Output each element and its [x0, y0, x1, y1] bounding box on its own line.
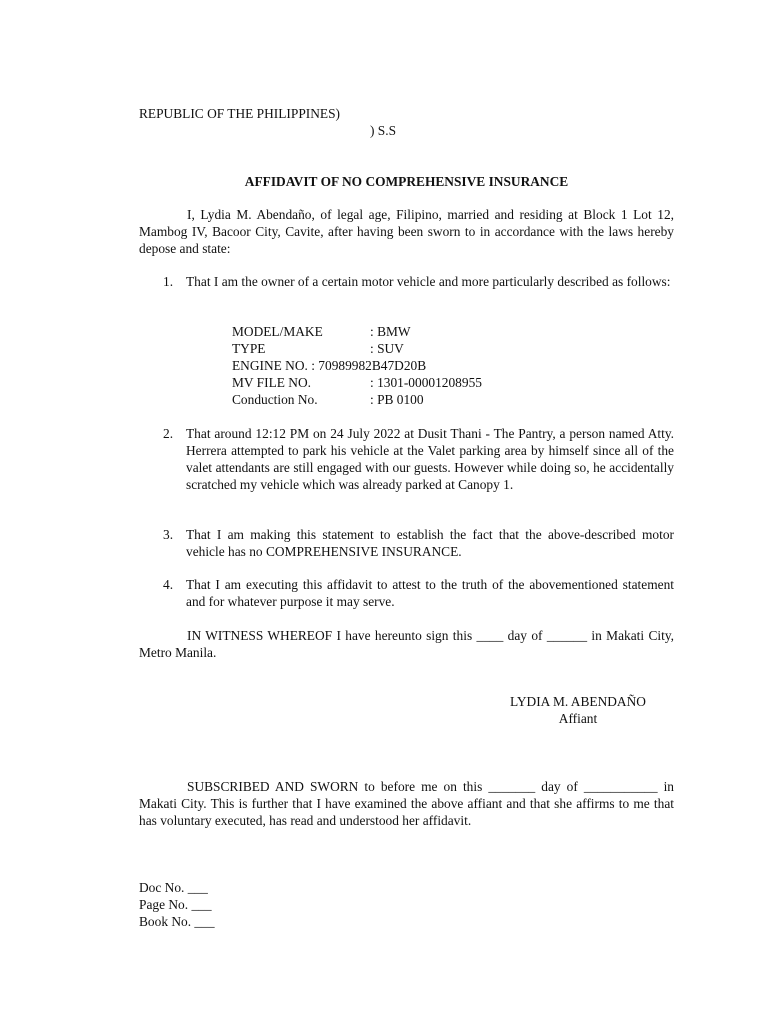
doc-number: Doc No. ___ — [139, 880, 208, 895]
spec-value: : PB 0100 — [370, 392, 424, 407]
list-text: That I am making this statement to establish the fact that the above-described motor vehicle has no COMPREHENSIVE INSURANCE. — [186, 527, 674, 559]
spec-value: 70989982B47D20B — [318, 358, 427, 373]
list-text: That I am the owner of a certain motor vehicle and more particularly described as follows: — [186, 274, 671, 289]
witness-paragraph: IN WITNESS WHEREOF I have hereunto sign this ____ day of ______ in Makati City, Metro Manila. — [139, 628, 674, 660]
spec-label-with-value — [232, 357, 426, 374]
affiant-role: Affiant — [558, 711, 598, 726]
republic-header: REPUBLIC OF THE PHILIPPINES) — [139, 106, 341, 121]
spec-value: : BMW — [370, 324, 411, 339]
book-number: Book No. ___ — [139, 914, 215, 929]
spec-row-engine — [232, 357, 532, 374]
document-title: AFFIDAVIT OF NO COMPREHENSIVE INSURANCE — [244, 174, 569, 189]
spec-label: TYPE — [232, 341, 266, 356]
spec-row-mvfile — [232, 374, 532, 391]
spec-label: Conduction No. — [232, 392, 318, 407]
spec-value: : SUV — [370, 341, 404, 356]
affiant-name: LYDIA M. ABENDAÑO — [510, 694, 646, 709]
spec-label: MODEL/MAKE — [232, 324, 323, 339]
spec-value: : 1301-00001208955 — [370, 375, 482, 390]
spec-row-type — [232, 340, 532, 357]
list-number: 4. — [163, 577, 174, 592]
list-text: That I am executing this affidavit to attest to the truth of the abovementioned statement and for whatever purpose it may serve. — [186, 577, 674, 609]
list-number: 2. — [163, 426, 174, 441]
list-number: 1. — [163, 274, 174, 289]
page-number: Page No. ___ — [139, 897, 212, 912]
spec-row-conduction — [232, 391, 532, 408]
spec-label: ENGINE NO. : — [232, 358, 315, 373]
list-text: That around 12:12 PM on 24 July 2022 at Dusit Thani - The Pantry, a person named Atty. Herrera attempted to park his vehicle at the Valet parking area by himself since all of the valet attendants are still engaged with our guests. However while doing so, he accidentally scratched my vehicle which was already parked at Canopy 1. — [186, 426, 674, 492]
list-number: 3. — [163, 527, 174, 542]
intro-paragraph: I, Lydia M. Abendaño, of legal age, Filipino, married and residing at Block 1 Lot 12, Mambog IV, Bacoor City, Cavite, after having been sworn to in accordance with the laws hereby depose and state: — [139, 207, 674, 256]
spec-row-model — [232, 323, 532, 340]
subscribed-paragraph: SUBSCRIBED AND SWORN to before me on this _______ day of ___________ in Makati City. This is further that I have examined the above affiant and that she affirms to me that has voluntary executed, has read and understood her affidavit. — [139, 779, 674, 828]
ss-header: ) S.S — [370, 123, 397, 138]
spec-label: MV FILE NO. — [232, 375, 311, 390]
